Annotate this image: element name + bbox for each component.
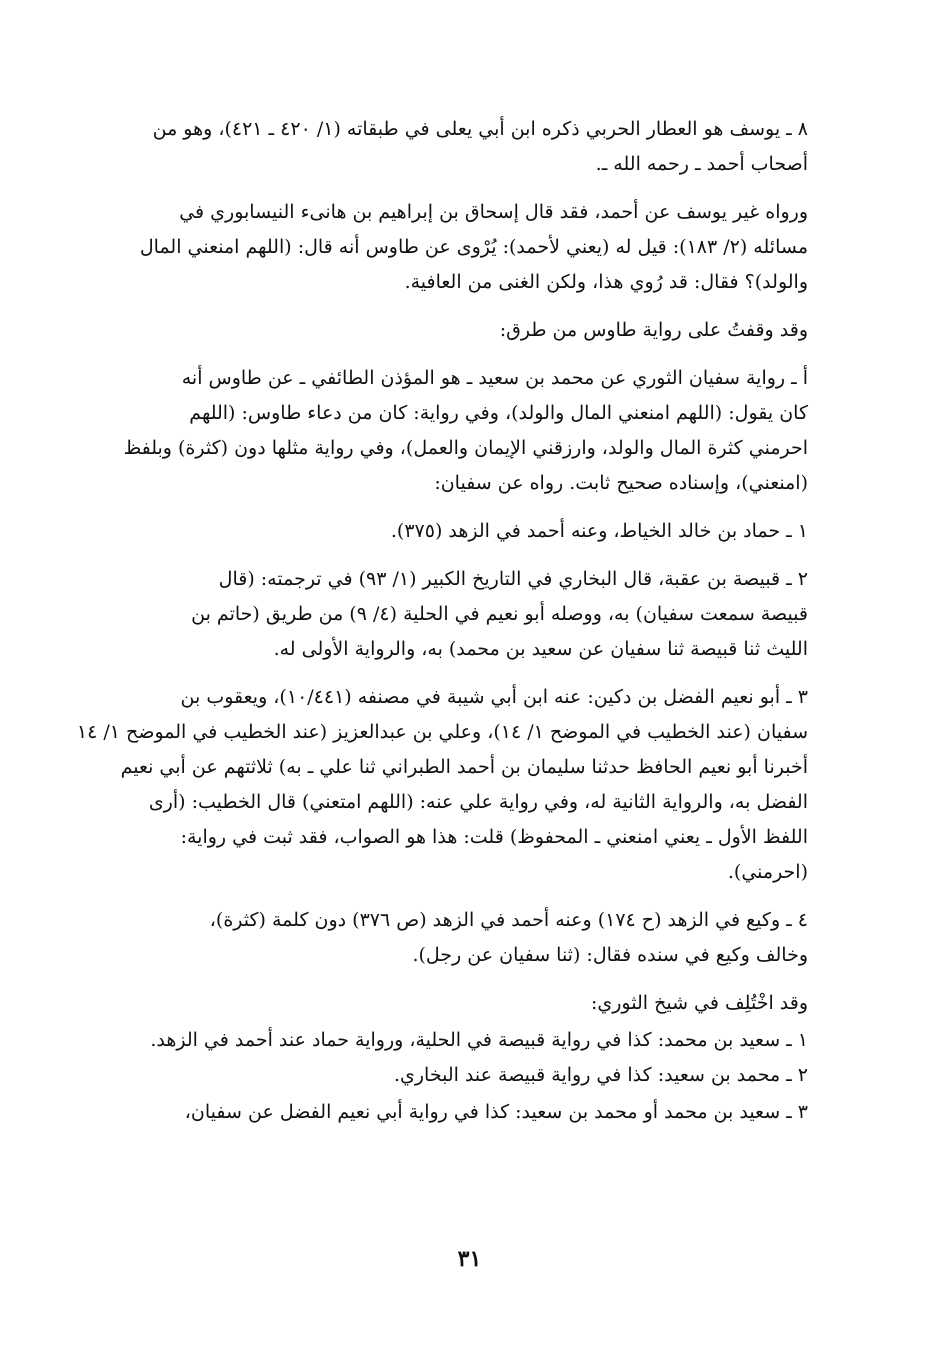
text-line: (امنعني)، وإسناده صحيح ثابت. رواه عن سفيان: [434,472,808,494]
paragraph [128,112,808,182]
paragraph [128,903,808,973]
text-line: (احرمني). [727,861,808,883]
text-line: ٢ ـ قبيصة بن عقبة، قال البخاري في التاريخ الكبير (١/ ٩٣) في ترجمته: (قال [218,568,808,590]
text-line: أصحاب أحمد ـ رحمه الله ـ. [595,153,808,175]
text-line: ١ ـ حماد بن خالد الخياط، وعنه أحمد في الزهد (٣٧٥). [390,520,808,542]
text-line: قبيصة سمعت سفيان) به، ووصله أبو نعيم في الحلية (٤/ ٩) من طريق (حاتم بن [191,603,808,625]
text-line: أ ـ رواية سفيان الثوري عن محمد بن سعيد ـ هو المؤذن الطائفي ـ عن طاوس أنه [181,367,808,389]
text-line: ٣ ـ أبو نعيم الفضل بن دكين: عنه ابن أبي شيبة في مصنفه (١٠/٤٤١)، ويعقوب بن [180,686,808,708]
text-line: وخالف وكيع في سنده فقال: (ثنا سفيان عن رجل). [412,944,808,966]
paragraph [128,195,808,300]
paragraph [76,680,808,890]
text-line: الليث ثنا قبيصة ثنا سفيان عن سعيد بن محمد) به، والرواية الأولى له. [273,638,808,660]
text-line: ٣ ـ سعيد بن محمد أو محمد بن سعيد: كذا في رواية أبي نعيم الفضل عن سفيان، [184,1101,808,1123]
text-line: أخبرنا أبو نعيم الحافظ حدثنا سليمان بن أحمد الطبراني ثنا علي ـ به) ثلاثتهم عن أبي نعيم [120,756,808,778]
text-line: ١ ـ سعيد بن محمد: كذا في رواية قبيصة في الحلية، ورواية حماد عند أحمد في الزهد. [150,1029,808,1051]
paragraph [128,562,808,667]
paragraph [128,1023,808,1093]
text-line: مسائله (٢/ ١٨٣): قيل له (يعني لأحمد): يُرْوى عن طاوس أنه قال: (اللهم امنعني المال [139,236,808,258]
text-line: والولد)؟ فقال: قد رُوي هذا، ولكن الغنى من العافية. [404,271,808,293]
body-text [76,112,808,1143]
paragraph [128,313,808,348]
text-line: ٨ ـ يوسف هو العطار الحربي ذكره ابن أبي يعلى في طبقاته (١/ ٤٢٠ ـ ٤٢١)، وهو من [152,118,808,140]
text-line: وقد وقفتُ على رواية طاوس من طرق: [499,319,808,341]
text-line: كان يقول: (اللهم امنعني المال والولد)، وفي رواية: كان من دعاء طاوس: (اللهم [189,402,808,424]
text-line: وقد اخْتُلِف في شيخ الثوري: [590,992,808,1014]
text-line: ٤ ـ وكيع في الزهد (ح ١٧٤) وعنه أحمد في الزهد (ص ٣٧٦) دون كلمة (كثرة)، [209,909,808,931]
paragraph [128,514,808,549]
text-line: سفيان (عند الخطيب في الموضح ١/ ١٤)، وعلي بن عبدالعزيز (عند الخطيب في الموضح ١/ ١٤ [76,721,808,743]
paragraph [128,1095,808,1130]
text-line: ٢ ـ محمد بن سعيد: كذا في رواية قبيصة عند البخاري. [393,1064,808,1086]
text-line: احرمني كثرة المال والولد، وارزقني الإيمان والعمل)، وفي رواية مثلها دون (كثرة) وبلفظ [123,437,808,459]
text-line: اللفظ الأول ـ يعني امنعني ـ المحفوظ) قلت: هذا هو الصواب، فقد ثبت في رواية: [180,826,808,848]
text-line: ورواه غير يوسف عن أحمد، فقد قال إسحاق بن إبراهيم بن هانىء النيسابوري في [179,201,808,223]
paragraph [123,361,808,501]
page-number: ٣١ [457,1246,482,1272]
paragraph [128,986,808,1021]
text-line: الفضل به، والرواية الثانية له، وفي رواية علي عنه: (اللهم امتعني) قال الخطيب: (أرى [148,791,808,813]
